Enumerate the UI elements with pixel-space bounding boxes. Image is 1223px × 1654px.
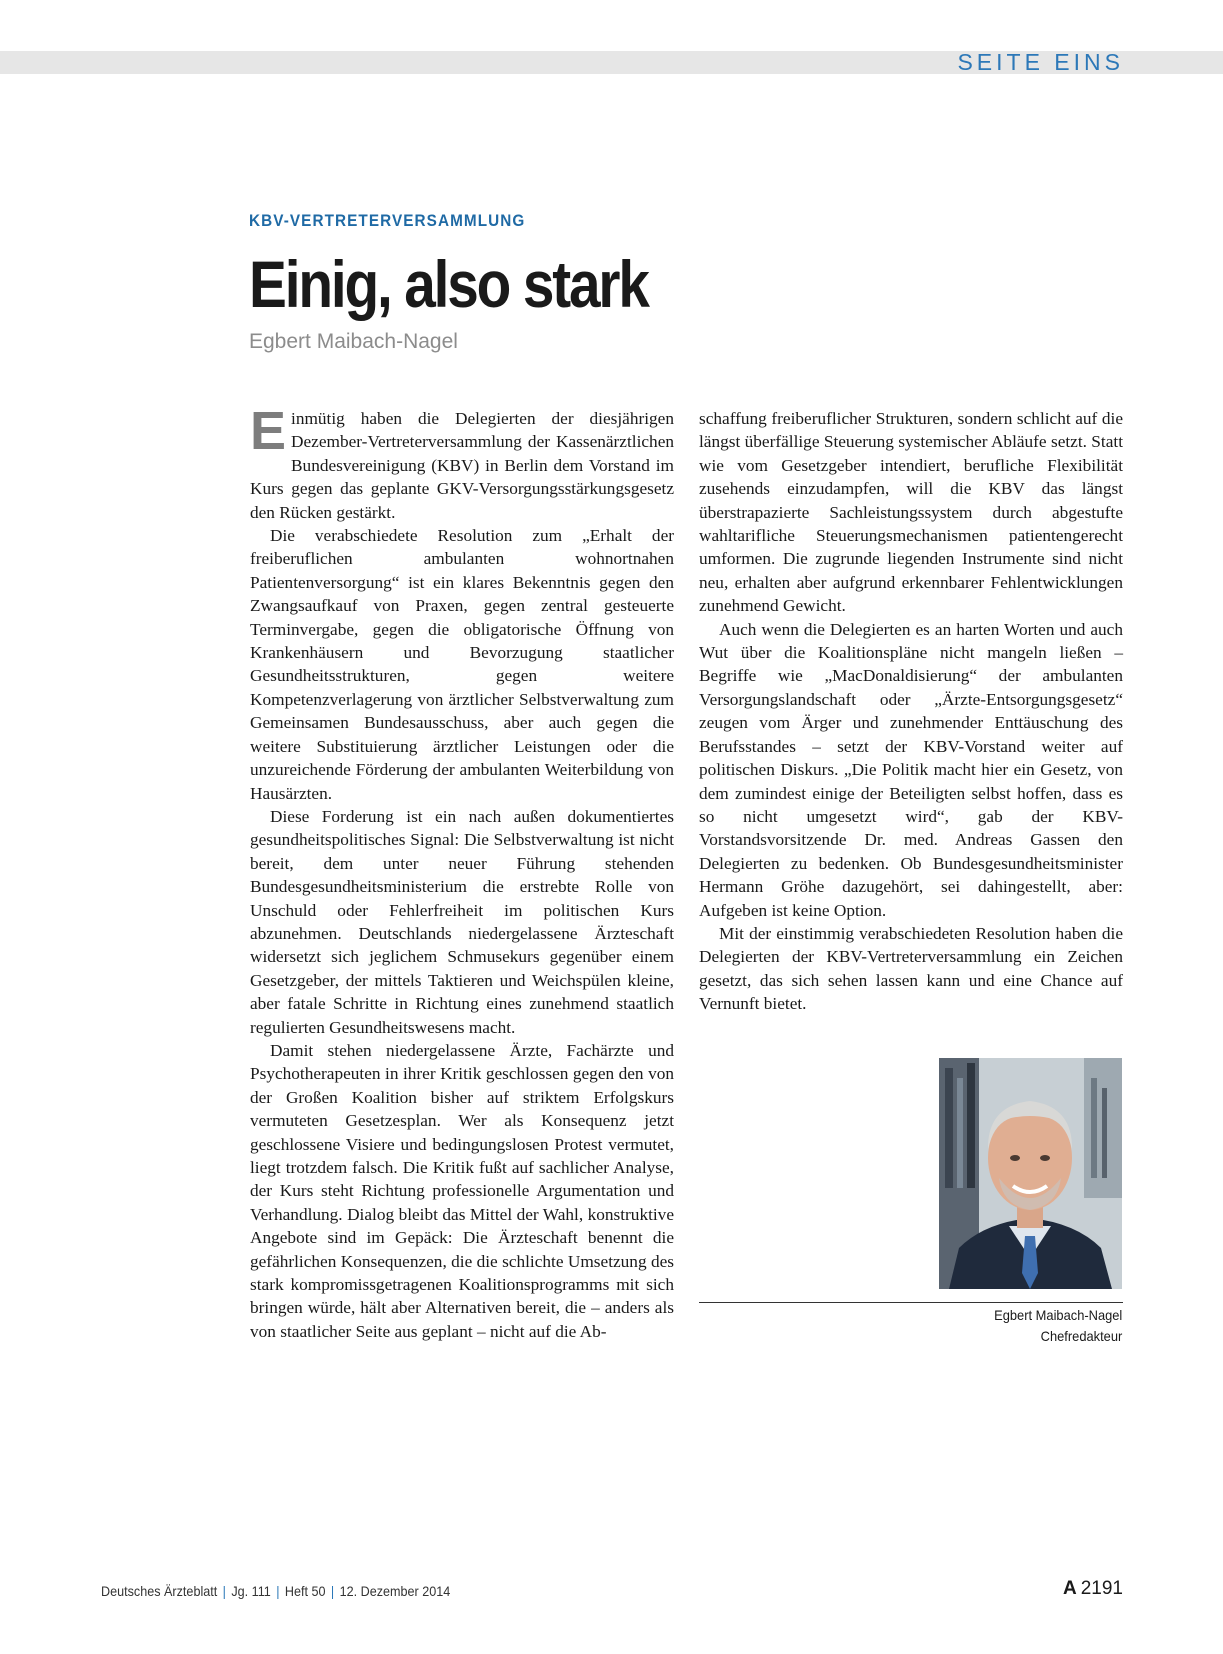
right-column	[699, 407, 1123, 1016]
paragraph-3: Diese Forderung ist ein nach außen dokumentiertes gesundheitspolitisches Signal: Die Selbstverwaltung ist nicht bereit, dem unter neuer Führung stehenden Bundesgesundheitsministerium die erstrebte Rolle von Unschuld oder Fehlerfreiheit im politischen Kurs abzunehmen. Deutschlands niedergelassene Ärzteschaft widersetzt sich jeglichem Schmusekurs gegenüber einem Gesetzgeber, der mittels Taktieren und Weichspülen kleine, aber fatale Schritte in Richtung eines zunehmend staatlich regulierten Gesundheitswesens macht.	[250, 806, 674, 1037]
article-title: Einig, also stark	[249, 247, 648, 321]
footer-issue: Heft 50	[284, 1583, 326, 1599]
caption-role: Chefredakteur	[1040, 1328, 1122, 1344]
caption-name: Egbert Maibach-Nagel	[993, 1307, 1122, 1323]
left-column	[250, 401, 674, 1343]
section-label: SEITE EINS	[957, 49, 1124, 75]
article-author: Egbert Maibach-Nagel	[249, 330, 458, 353]
paragraph-6: Auch wenn die Delegierten es an harten Worten und auch Wut über die Koalitionspläne nicht mangeln ließen – Begriffe wie „MacDonaldisierung“ der ambulanten Versorgungslandschaft oder „Ärzte-Entsorgungsgesetz“ zeugen vom Ärger und zunehmender Enttäuschung des Berufsstandes – setzt der KBV-Vorstand weiter auf politischen Diskurs. „Die Politik macht hier ein Gesetz, von dem zumindest einige der Beteiligten selbst hoffen, dass es so nicht umgesetzt wird“, gab der KBV-Vorstandsvorsitzende Dr. med. Andreas Gassen den Delegierten zu bedenken. Ob Bundesgesundheitsminister Hermann Gröhe dazugehört, sei dahingestellt, aber: Aufgeben ist keine Option.	[699, 619, 1123, 920]
paragraph-5: schaffung freiberuflicher Strukturen, sondern schlicht auf die längst überfällige Steuerung systemischer Abläufe setzt. Statt wie vom Gesetzgeber intendiert, berufliche Flexibilität zusehends einzudampfen, will die KBV das längst überstrapazierte Sachleistungssystem durch abgestufte wahltarifliche Steuerungsmechanismen patientengerecht umformen. Die zugrunde liegenden Instrumente sind nicht neu, erhalten aber aufgrund erkennbarer Fehlentwicklungen zunehmend Gewicht.	[699, 409, 1123, 616]
footer-separator: |	[330, 1583, 335, 1599]
page-prefix: A	[1062, 1578, 1077, 1599]
paragraph-1: Einmütig haben die Delegierten der diesjährigen Dezember-Vertreterversammlung der Kassenärztlichen Bundesvereinigung (KBV) in Berlin dem Vorstand im Kurs gegen das geplante GKV-Versorgungsstärkungsgesetz den Rücken gestärkt.	[250, 401, 674, 522]
paragraph-4: Damit stehen niedergelassene Ärzte, Fachärzte und Psychotherapeuten in ihrer Kritik geschlossen gegen den von der Großen Koalition bisher auf striktem Erfolgskurs vermuteten Gesetzesplan. Wer als Konsequenz jetzt geschlossene Visiere und bedingungslosen Protest vermutet, liegt trotzdem falsch. Die Kritik fußt auf sachlicher Analyse, der Kurs steht Richtung professionelle Argumentation und Verhandlung. Dialog bleibt das Mittel der Wahl, konstruktive Angebote sind im Gepäck: Die Ärzteschaft benennt die gefährlichen Konsequenzen, die die schlichte Umsetzung des stark kompromissgetragenen Koalitionsprogramms mit sich bringen würde, hält aber Alternativen bereit, die – anders als von staatlicher Seite aus geplant – nicht auf die Ab-	[250, 1040, 674, 1341]
author-photo	[939, 1058, 1122, 1289]
footer-journal: Deutsches Ärzteblatt	[101, 1583, 218, 1599]
paragraph-7: Mit der einstimmig verabschiedeten Resolution haben die Delegierten der KBV-Vertreterversammlung ein Zeichen gesetzt, das sich sehen lassen kann und eine Chance auf Vernunft bietet.	[699, 923, 1123, 1014]
paragraph-2: Die verabschiedete Resolution zum „Erhalt der freiberuflichen ambulanten wohnortnahen Patientenversorgung“ ist ein klares Bekenntnis gegen den Zwangsaufkauf von Praxen, gegen zentral gesteuerte Terminvergabe, gegen die obligatorische Öffnung von Krankenhäusern und Bevorzugung staatlicher Gesundheitsstrukturen, gegen weitere Kompetenzverlagerung von ärztlicher Selbstverwaltung zum Gemeinsamen Bundesausschuss, aber auch gegen die weitere Substituierung ärztlicher Leistungen oder die unzureichende Förderung der ambulanten Weiterbildung von Hausärzten.	[250, 526, 674, 803]
page-value: 2191	[1080, 1578, 1123, 1599]
photo-caption	[994, 1305, 1122, 1347]
drop-cap: E	[250, 401, 287, 461]
page-number	[1063, 1578, 1123, 1600]
caption-rule	[699, 1302, 1123, 1303]
article-kicker: KBV-VERTRETERVERSAMMLUNG	[249, 211, 526, 230]
footer-volume: Jg. 111	[231, 1583, 271, 1599]
footer	[101, 1583, 450, 1599]
footer-separator: |	[276, 1583, 280, 1599]
footer-separator: |	[222, 1583, 226, 1599]
footer-date: 12. Dezember 2014	[339, 1583, 451, 1599]
